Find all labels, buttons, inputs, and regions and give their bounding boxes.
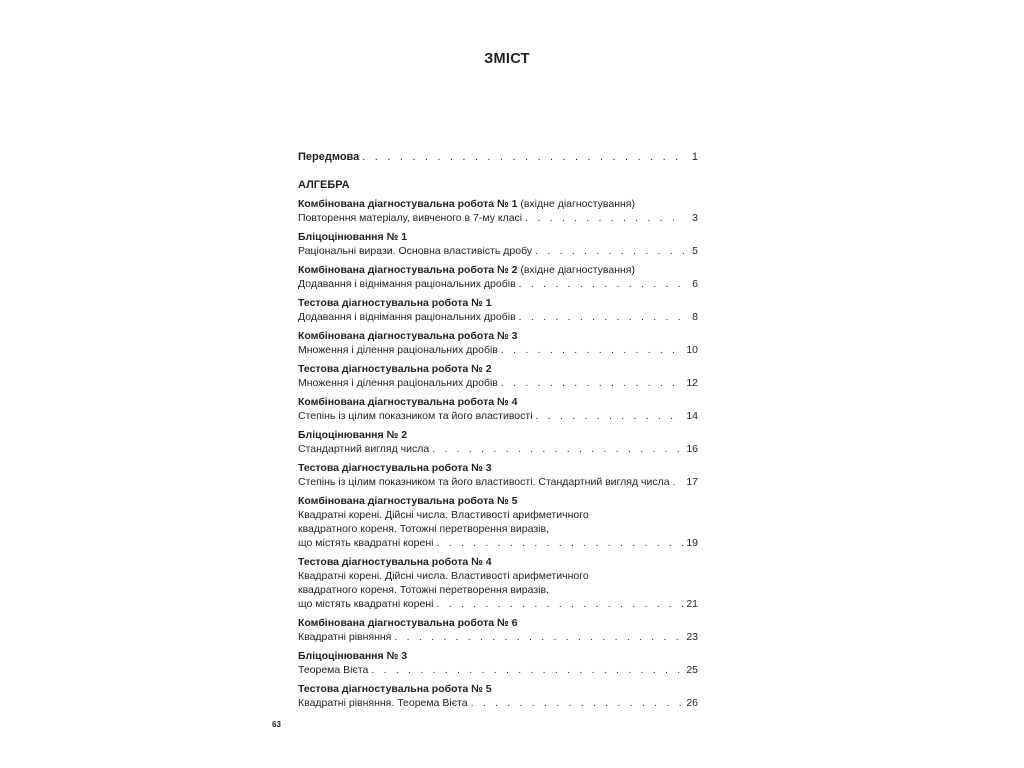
entry-title-name: Комбінована діагностувальна робота № 6 <box>298 617 518 629</box>
dot-leader <box>535 244 685 258</box>
entry-description-line: квадратного кореня. Тотожні перетворення виразів, <box>298 584 550 596</box>
toc-entry[interactable] <box>298 616 698 644</box>
toc-entry[interactable] <box>298 197 698 225</box>
entry-row <box>298 475 698 489</box>
dot-leader <box>501 376 683 390</box>
entry-title <box>298 428 698 442</box>
entry-page-number: 3 <box>692 212 698 224</box>
entry-title-name: Тестова діагностувальна робота № 1 <box>298 297 492 309</box>
toc-entry[interactable] <box>298 682 698 710</box>
entry-description: Додавання і віднімання раціональних дробів <box>298 278 516 290</box>
entry-page-number: 26 <box>686 697 698 709</box>
preface-page-number: 1 <box>691 151 698 163</box>
entry-title-name: Тестова діагностувальна робота № 3 <box>298 462 492 474</box>
dot-leader <box>436 536 683 550</box>
entry-title-name: Тестова діагностувальна робота № 5 <box>298 683 492 695</box>
entry-title-name: Бліцоцінювання № 2 <box>298 429 408 441</box>
entry-title-name: Комбінована діагностувальна робота № 3 <box>298 330 518 342</box>
dot-leader <box>519 310 685 324</box>
entry-row <box>298 696 698 710</box>
entry-title <box>298 197 698 211</box>
entry-description: Теорема Вієта <box>298 664 369 676</box>
entry-page-number: 25 <box>686 664 698 676</box>
toc-entry[interactable] <box>298 362 698 390</box>
entry-description: що містять квадратні корені <box>298 598 434 610</box>
entry-description-line: квадратного кореня. Тотожні перетворення виразів, <box>298 523 550 535</box>
page-title: ЗМІСТ <box>484 51 530 67</box>
dot-leader <box>501 343 683 357</box>
entry-title <box>298 494 698 508</box>
toc-entry[interactable] <box>298 649 698 677</box>
dot-leader <box>362 150 685 164</box>
entry-page-number: 6 <box>692 278 698 290</box>
toc-entry[interactable] <box>298 296 698 324</box>
entry-title-name: Бліцоцінювання № 3 <box>298 650 408 662</box>
entry-title <box>298 296 698 310</box>
toc-entry[interactable] <box>298 230 698 258</box>
entry-description: що містять квадратні корені <box>298 537 434 549</box>
entry-title-name: Комбінована діагностувальна робота № 5 <box>298 495 518 507</box>
toc-entry[interactable] <box>298 395 698 423</box>
entry-row <box>298 211 698 225</box>
entry-description-line: Квадратні корені. Дійсні числа. Властивості арифметичного <box>298 509 589 521</box>
dot-leader <box>519 277 685 291</box>
entry-title <box>298 230 698 244</box>
entry-description-line: Квадратні корені. Дійсні числа. Властивості арифметичного <box>298 570 589 582</box>
toc-entry-preface[interactable] <box>298 150 698 164</box>
entry-description: Раціональні вирази. Основна властивість дробу <box>298 245 533 257</box>
entry-title <box>298 395 698 409</box>
entry-row <box>298 310 698 324</box>
entry-title <box>298 263 698 277</box>
dot-leader <box>432 442 683 456</box>
dot-leader <box>525 211 685 225</box>
dot-leader <box>673 475 684 489</box>
entry-row <box>298 343 698 357</box>
entry-title-name: Комбінована діагностувальна робота № 1 <box>298 198 518 210</box>
entry-title-name: Комбінована діагностувальна робота № 2 <box>298 264 518 276</box>
entry-description: Стандартний вигляд числа <box>298 443 430 455</box>
section-heading-algebra: АЛГЕБРА <box>298 179 350 191</box>
entry-page-number: 10 <box>686 344 698 356</box>
entry-title-note: (вхідне діагностування) <box>517 198 635 210</box>
entry-page-number: 23 <box>686 631 698 643</box>
entry-row <box>298 630 698 644</box>
entry-title-name: Бліцоцінювання № 1 <box>298 231 408 243</box>
table-of-contents <box>298 150 698 710</box>
entry-page-number: 8 <box>692 311 698 323</box>
dot-leader <box>436 597 683 611</box>
dot-leader <box>371 663 683 677</box>
toc-entry[interactable] <box>298 263 698 291</box>
entry-title <box>298 616 698 630</box>
entry-title-name: Тестова діагностувальна робота № 2 <box>298 363 492 375</box>
entry-title <box>298 329 698 343</box>
toc-entry-list <box>298 197 698 710</box>
entry-row <box>298 244 698 258</box>
entry-title-name: Комбінована діагностувальна робота № 4 <box>298 396 518 408</box>
entry-description: Степінь із цілим показником та його властивості <box>298 410 533 422</box>
dot-leader <box>394 630 683 644</box>
entry-description: Квадратні рівняння. Теорема Вієта <box>298 697 468 709</box>
entry-page-number: 16 <box>686 443 698 455</box>
entry-page-number: 21 <box>686 598 698 610</box>
entry-row <box>298 536 698 550</box>
entry-description: Множення і ділення раціональних дробів <box>298 344 498 356</box>
entry-row <box>298 409 698 423</box>
entry-title <box>298 649 698 663</box>
page-folio-number: 63 <box>272 720 281 729</box>
entry-description: Степінь із цілим показником та його властивості. Стандартний вигляд числа <box>298 476 670 488</box>
entry-page-number: 5 <box>692 245 698 257</box>
entry-title <box>298 362 698 376</box>
entry-row <box>298 663 698 677</box>
entry-row <box>298 277 698 291</box>
entry-row <box>298 376 698 390</box>
entry-description: Повторення матеріалу, вивченого в 7-му класі <box>298 212 523 224</box>
entry-row <box>298 597 698 611</box>
toc-entry[interactable] <box>298 428 698 456</box>
entry-title <box>298 682 698 696</box>
dot-leader <box>471 696 684 710</box>
entry-description: Множення і ділення раціональних дробів <box>298 377 498 389</box>
dot-leader <box>536 409 684 423</box>
entry-title <box>298 555 698 569</box>
entry-row <box>298 442 698 456</box>
toc-entry[interactable] <box>298 461 698 489</box>
toc-entry[interactable] <box>298 555 698 611</box>
entry-title-name: Тестова діагностувальна робота № 4 <box>298 556 492 568</box>
entry-description: Додавання і віднімання раціональних дробів <box>298 311 516 323</box>
toc-entry[interactable] <box>298 494 698 550</box>
entry-page-number: 14 <box>686 410 698 422</box>
entry-description: Квадратні рівняння <box>298 631 392 643</box>
entry-title-note: (вхідне діагностування) <box>517 264 635 276</box>
preface-label: Передмова <box>298 151 360 163</box>
entry-page-number: 12 <box>686 377 698 389</box>
entry-page-number: 17 <box>686 476 698 488</box>
entry-title <box>298 461 698 475</box>
entry-page-number: 19 <box>686 537 698 549</box>
toc-entry[interactable] <box>298 329 698 357</box>
